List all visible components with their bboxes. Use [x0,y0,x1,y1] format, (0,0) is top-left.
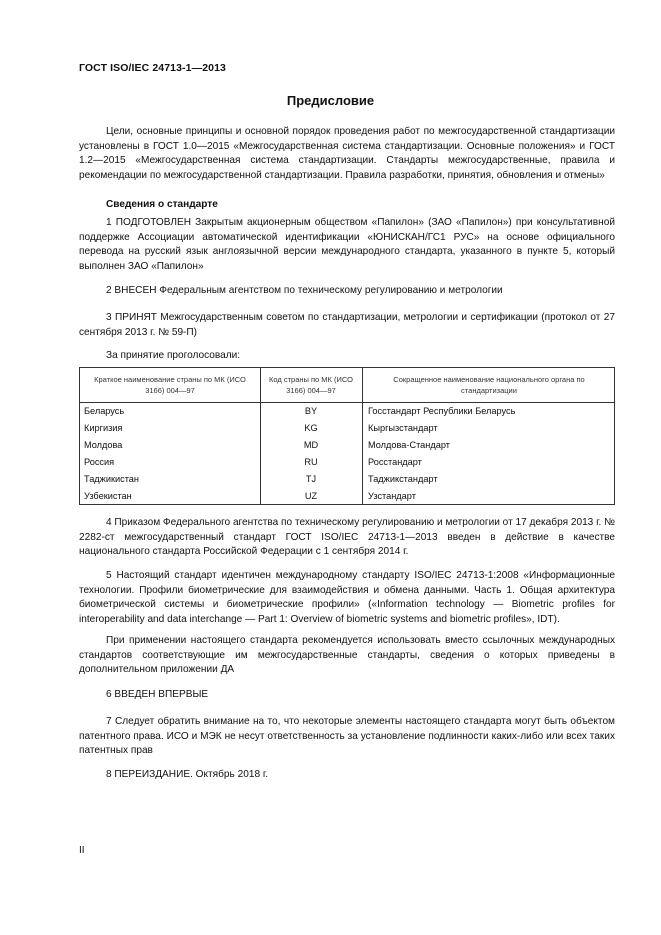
table-header-country: Краткое наименование страны по МК (ИСО 3166) 004—97 [94,375,246,395]
table-cell-code: BY [304,406,318,416]
table-cell-code: TJ [305,474,317,484]
table-cell-country: Россия [84,457,115,467]
table-cell-country: Таджикистан [84,474,139,484]
paragraph-1: 1 ПОДГОТОВЛЕН Закрытым акционерным обществом «Папилон» (ЗАО «Папилон») при консультативной поддержке Ассоциации автоматической идентификации «ЮНИСКАН/ГС1 РУС» на основе официального перевода на русский язык англоязычной версии международного стандарта, указанного в пункте 5, который выполнен ЗАО «Папилон» [79,217,615,272]
page-title: Предисловие [286,93,375,108]
table-cell-body: Кыргызстандарт [368,423,438,433]
table-cell-country: Узбекистан [84,491,132,501]
table-cell-body: Узстандарт [368,491,416,501]
intro-paragraph: Цели, основные принципы и основной порядок проведения работ по межгосударственной стандартизации установлены в ГОСТ 1.0—2015 «Межгосударственная система стандартизации. Основные положения» и ГОСТ 1.2—2015 «Межгосударственная система стандартизации. Стандарты межгосударственные, правила и рекомендации по межгосударственной стандартизации. Правила разработки, принятия, обновления и отмены» [79,126,615,181]
table-cell-code: UZ [304,491,318,501]
page-number: II [79,845,85,856]
table-cell-body: Молдова-Стандарт [368,440,450,450]
voting-table [79,367,615,505]
paragraph-6: 6 ВВЕДЕН ВПЕРВЫЕ [106,689,209,700]
table-row [80,420,614,437]
table-cell-code: MD [303,440,319,450]
paragraph-8: 8 ПЕРЕИЗДАНИЕ. Октябрь 2018 г. [106,769,269,780]
table-row [80,471,614,488]
paragraph-7: 7 Следует обратить внимание на то, что некоторые элементы настоящего стандарта могут быть объектом патентного права. ИСО и МЭК не несут ответственность за установление подлинности каких-либо или всех таких патентных прав [79,716,615,757]
table-cell-country: Беларусь [84,406,125,416]
vote-label: За принятие проголосовали: [106,350,241,361]
paragraph-2: 2 ВНЕСЕН Федеральным агентством по техническому регулированию и метрологии [106,285,503,296]
table-cell-code: KG [304,423,318,433]
paragraph-5-note: При применении настоящего стандарта рекомендуется использовать вместо ссылочных международных стандартов соответствующие им межгосударственные стандарты, сведения о которых приведены в дополнительном приложении ДА [79,635,615,676]
table-row [80,488,614,505]
table-cell-country: Молдова [84,440,123,450]
table-header-body: Сокращенное наименование национального органа по стандартизации [393,375,585,395]
table-cell-body: Госстандарт Республики Беларусь [368,406,516,416]
table-cell-code: RU [304,457,318,467]
table-row [80,403,614,420]
paragraph-3: 3 ПРИНЯТ Межгосударственным советом по стандартизации, метрологии и сертификации (протокол от 27 сентября 2013 г. № 59-П) [79,312,615,338]
section-heading: Сведения о стандарте [106,199,218,210]
table-row [80,437,614,454]
document-header-code: ГОСТ ISO/IEC 24713-1—2013 [79,62,226,74]
table-row [80,454,614,471]
paragraph-5: 5 Настоящий стандарт идентичен международному стандарту ISO/IEC 24713-1:2008 «Информационные технологии. Профили биометрические для взаимодействия и обмена данными. Часть 1. Общая архитектура биометрической системы и биометрические профили» («Information technology — Biometric profiles for interoperability and data interchange — Part 1: Overview of biometric systems and biometric profiles», IDT). [79,570,615,625]
table-cell-body: Таджикстандарт [368,474,438,484]
table-cell-country: Киргизия [84,423,123,433]
paragraph-4: 4 Приказом Федерального агентства по техническому регулированию и метрологии от 17 декабря 2013 г. № 2282-ст межгосударственный стандарт ГОСТ ISO/IEC 24713-1—2013 введен в действие в качестве национального стандарта Российской Федерации с 1 сентября 2014 г. [79,517,615,558]
table-header-code: Код страны по МК (ИСО 3166) 004—97 [269,375,353,395]
table-cell-body: Росстандарт [368,457,422,467]
